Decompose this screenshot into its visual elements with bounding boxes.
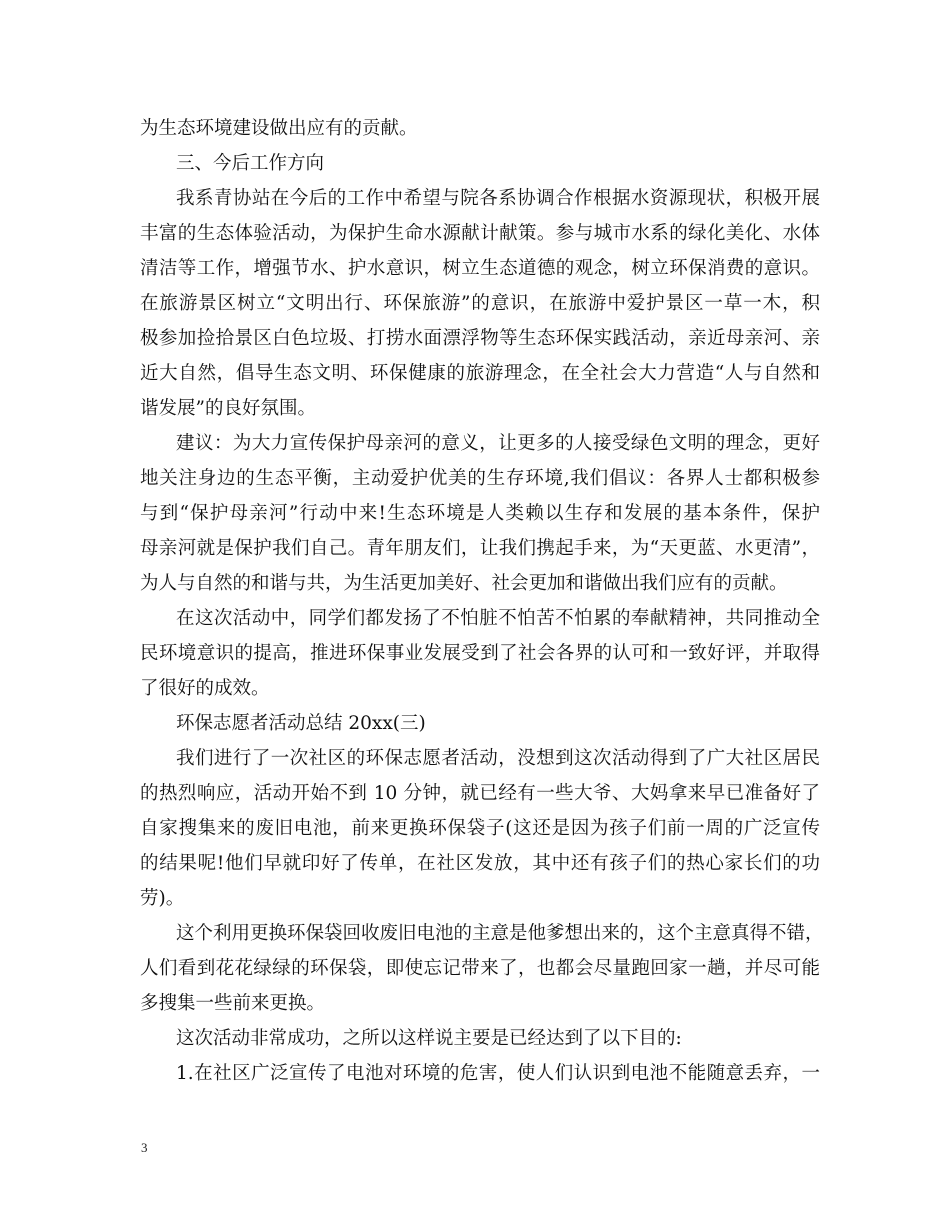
text-line: 1.在社区广泛宣传了电池对环境的危害，使人们认识到电池不能随意丢弃，一	[176, 1063, 820, 1084]
text-line: 了很好的成效。	[140, 678, 270, 699]
text-line: 人们看到花花绿绿的环保袋，即使忘记带来了，也都会尽量跑回家一趟，并尽可能	[140, 958, 820, 979]
text-line: 母亲河就是保护我们自己。青年朋友们，让我们携起手来，为“天更蓝、水更清”，	[140, 538, 820, 559]
text-line: 为生态环境建设做出应有的贡献。	[140, 118, 418, 139]
text-line: 我系青协站在今后的工作中希望与院各系协调合作根据水资源现状，积极开展	[176, 188, 820, 209]
text-line: 我们进行了一次社区的环保志愿者活动，没想到这次活动得到了广大社区居民	[176, 748, 820, 769]
text-line: 劳)。	[140, 888, 185, 909]
text-line: 的热烈响应，活动开始不到 10 分钟，就已经有一些大爷、大妈拿来早已准备好了	[140, 783, 820, 804]
section-heading: 三、今后工作方向	[176, 153, 325, 174]
text-line: 在旅游景区树立“文明出行、环保旅游”的意识，在旅游中爱护景区一草一木，积	[140, 293, 820, 314]
text-line: 极参加捡拾景区白色垃圾、打捞水面漂浮物等生态环保实践活动，亲近母亲河、亲	[140, 328, 820, 349]
text-line: 建议：为大力宣传保护母亲河的意义，让更多的人接受绿色文明的理念，更好	[176, 433, 820, 454]
text-line: 为人与自然的和谐与共，为生活更加美好、社会更加和谐做出我们应有的贡献。	[140, 573, 788, 594]
text-line: 民环境意识的提高，推进环保事业发展受到了社会各界的认可和一致好评，并取得	[140, 643, 820, 664]
text-line: 与到“保护母亲河”行动中来!生态环境是人类赖以生存和发展的基本条件，保护	[140, 503, 820, 524]
text-line: 丰富的生态体验活动，为保护生命水源献计献策。参与城市水系的绿化美化、水体	[140, 223, 820, 244]
text-line: 清洁等工作，增强节水、护水意识，树立生态道德的观念，树立环保消费的意识。	[140, 258, 820, 279]
text-line: 自家搜集来的废旧电池，前来更换环保袋子(这还是因为孩子们前一周的广泛宣传	[140, 818, 820, 839]
text-line: 谐发展”的良好氛围。	[140, 398, 316, 419]
text-line: 在这次活动中，同学们都发扬了不怕脏不怕苦不怕累的奉献精神，共同推动全	[176, 608, 820, 629]
text-line: 多搜集一些前来更换。	[140, 993, 326, 1014]
text-line: 地关注身边的生态平衡，主动爱护优美的生存环境,我们倡议：各界人士都积极参	[140, 468, 820, 489]
section-heading: 环保志愿者活动总结 20xx(三)	[176, 713, 426, 734]
text-line: 这次活动非常成功，之所以这样说主要是已经达到了以下目的:	[176, 1028, 682, 1049]
text-line: 的结果呢!他们早就印好了传单，在社区发放，其中还有孩子们的热心家长们的功	[140, 853, 820, 874]
page-number: 3	[141, 1140, 148, 1155]
text-line: 近大自然，倡导生态文明、环保健康的旅游理念，在全社会大力营造“人与自然和	[140, 363, 820, 384]
text-line: 这个利用更换环保袋回收废旧电池的主意是他爹想出来的，这个主意真得不错，	[176, 923, 824, 944]
